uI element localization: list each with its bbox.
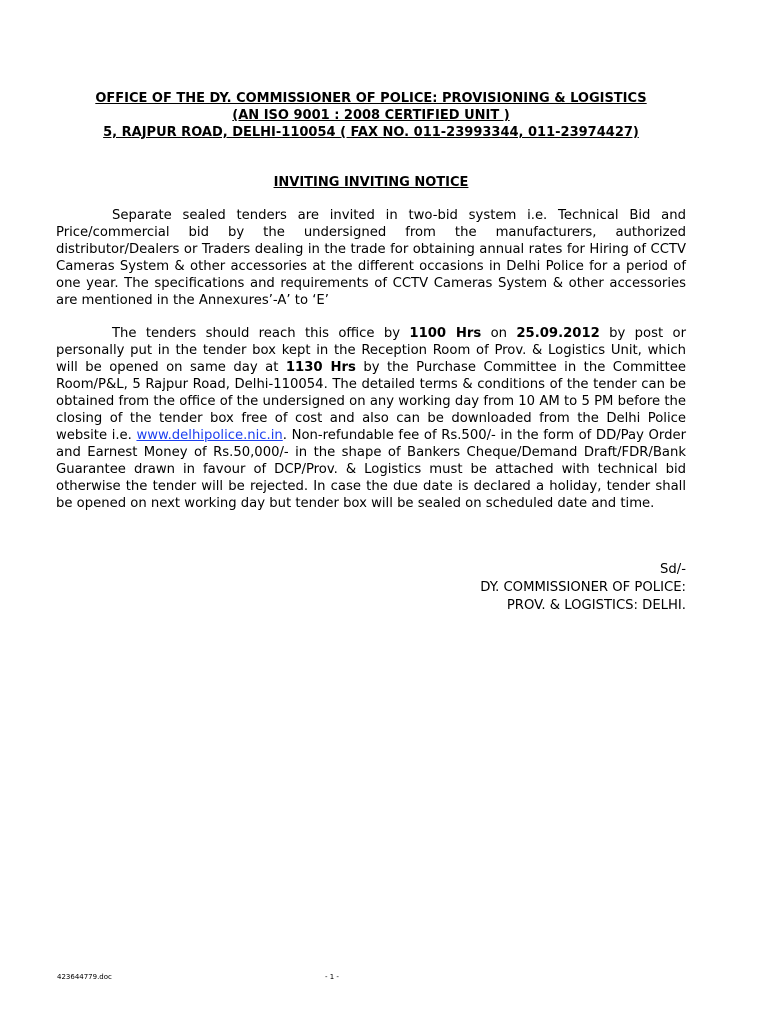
para2-text-4: by the Purchase Committee in the Committee Room/P&L, 5 Rajpur Road, Delhi-110054. The detailed terms & conditions of the tender can be obtained from the office of the undersigned on any working day from 10 AM to 5 PM before the closing of the tender box free of cost and also can be downloaded from the Delhi Police website i.e. bbox=[56, 360, 686, 443]
header-line-office: OFFICE OF THE DY. COMMISSIONER OF POLICE: PROVISIONING & LOGISTICS bbox=[95, 91, 647, 106]
footer-doc-name: 423644779.doc bbox=[57, 973, 112, 981]
header-line-address: 5, RAJPUR ROAD, DELHI-110054 ( FAX NO. 011-23993344, 011-23974427) bbox=[103, 125, 639, 140]
office-header bbox=[56, 90, 686, 141]
signature-unit: PROV. & LOGISTICS: DELHI. bbox=[506, 598, 686, 613]
footer-page-number: - 1 - bbox=[325, 973, 339, 981]
signature-block bbox=[480, 561, 686, 615]
paragraph-tender-terms bbox=[56, 325, 686, 512]
opening-time: 1130 Hrs bbox=[285, 360, 356, 375]
para2-text-3: by post or personally put in the tender box kept in the Reception Room of Prov. & Logistics Unit, which will be opened on same day at bbox=[56, 326, 686, 375]
paragraph-tender-invitation: Separate sealed tenders are invited in two-bid system i.e. Technical Bid and Price/commercial bid by the undersigned from the manufacturers, authorized distributor/Dealers or Traders dealing in the trade for obtaining annual rates for Hiring of CCTV Cameras System & other accessories at the different occasions in Delhi Police for a period of one year. The specifications and requirements of CCTV Cameras System & other accessories are mentioned in the Annexures’-A’ to ‘E’ bbox=[56, 208, 686, 308]
website-link[interactable]: www.delhipolice.nic.in bbox=[136, 428, 283, 443]
signature-sd: Sd/- bbox=[660, 562, 686, 577]
header-line-iso: (AN ISO 9001 : 2008 CERTIFIED UNIT ) bbox=[232, 108, 510, 123]
para2-text-5: . Non-refundable fee of Rs.500/- in the form of DD/Pay Order and Earnest Money of Rs.50,000/- in the shape of Bankers Cheque/Demand Draft/FDR/Bank Guarantee drawn in favour of DCP/Prov. & Logistics must be attached with technical bid otherwise the tender will be rejected. In case the due date is declared a holiday, tender shall be opened on next working day but tender box will be sealed on scheduled date and time. bbox=[56, 428, 686, 511]
para2-text-1: The tenders should reach this office by bbox=[112, 326, 410, 341]
notice-title: INVITING INVITING NOTICE bbox=[273, 175, 469, 190]
signature-title: DY. COMMISSIONER OF POLICE: bbox=[480, 580, 686, 595]
submission-date: 25.09.2012 bbox=[516, 326, 600, 341]
para2-text-2: on bbox=[481, 326, 517, 341]
submission-time: 1100 Hrs bbox=[409, 326, 482, 341]
